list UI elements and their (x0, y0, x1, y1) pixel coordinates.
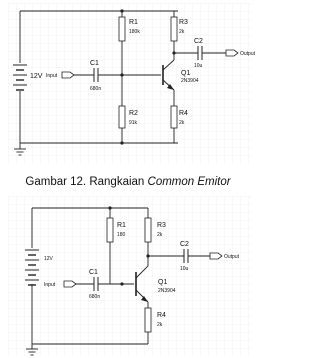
q1-label: Q1 (181, 70, 191, 77)
q1-part: 2N3904 (181, 78, 199, 84)
c1-value: 680n (89, 294, 101, 300)
r4-value: 2k (179, 120, 185, 126)
c2-value: 10u (180, 266, 189, 272)
c1-value: 680n (90, 86, 102, 92)
resistor-r3 (171, 17, 177, 41)
resistor-r1 (119, 17, 125, 41)
r3-label: R3 (157, 222, 166, 229)
junction-dot (108, 206, 111, 209)
c2-value: 10u (194, 63, 203, 69)
output-label: Output (224, 254, 240, 260)
resistor-r1 (107, 218, 113, 242)
r1-label: R1 (117, 222, 126, 229)
c2-label: C2 (180, 241, 189, 248)
junction-dot (120, 9, 123, 12)
circuit-diagram-2 (8, 196, 252, 356)
resistor-r4 (145, 308, 151, 332)
supply-label: 12V (30, 73, 43, 80)
c1-label: C1 (90, 60, 99, 67)
r2-value: 91k (129, 120, 138, 126)
circuit-diagram-1 (8, 3, 256, 163)
r3-value: 2k (179, 29, 185, 35)
supply-label: 12V (44, 256, 53, 262)
q1-label: Q1 (158, 279, 168, 286)
grid-background (8, 196, 252, 356)
r3-value: 2k (157, 232, 163, 238)
schematic-2 (8, 196, 252, 356)
resistor-r4 (171, 106, 177, 128)
r1-label: R1 (129, 19, 138, 26)
r3-label: R3 (179, 19, 188, 26)
c2-label: C2 (194, 38, 203, 45)
output-label: Output (240, 51, 256, 57)
r4-label: R4 (179, 110, 188, 117)
grid-background (8, 3, 252, 163)
figure-caption (0, 176, 256, 188)
schematic-1 (8, 3, 256, 163)
input-label: Input (44, 282, 56, 288)
c1-label: C1 (89, 269, 98, 276)
r4-label: R4 (157, 312, 166, 319)
caption-text: Gambar 12. Rangkaian (25, 176, 148, 188)
junction-dot (120, 141, 123, 144)
caption-emphasis: Common Emitor (147, 176, 231, 188)
resistor-r3 (145, 218, 151, 242)
resistor-r2 (119, 106, 125, 128)
r1-value: 180k (129, 29, 140, 35)
r1-value: 180 (117, 232, 126, 238)
q1-part: 2N3904 (158, 288, 176, 294)
r4-value: 2k (157, 322, 163, 328)
r2-label: R2 (129, 110, 138, 117)
input-label: Input (46, 73, 58, 79)
